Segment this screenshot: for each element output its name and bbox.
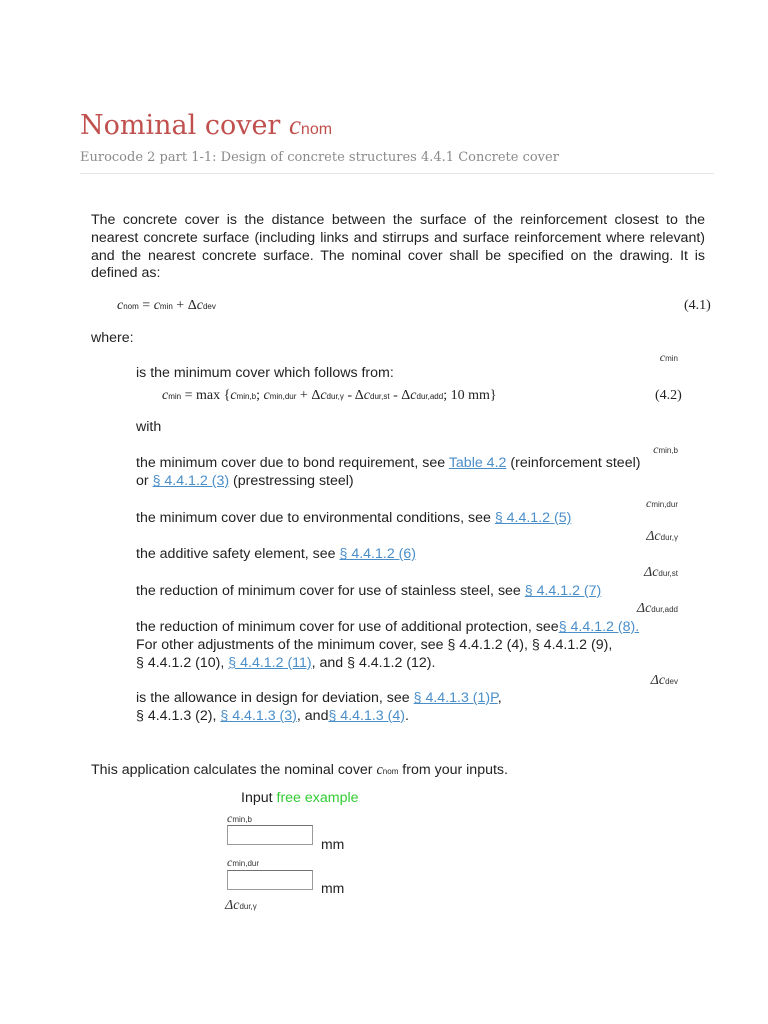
- delta-cdur-gamma-symbol: Δcdur,γ: [646, 529, 678, 544]
- equation-number-4-2: (4.2): [655, 388, 682, 403]
- page-title-text: Nominal cover: [80, 110, 281, 141]
- free-example-link[interactable]: free example: [276, 790, 359, 806]
- cminb-unit: mm: [321, 836, 345, 852]
- input-cdur-gamma-label: Δcdur,γ: [225, 898, 257, 913]
- cmindur-definition: the minimum cover due to environmental conditions, see § 4.4.1.2 (5): [136, 510, 572, 526]
- cmindur-input[interactable]: [227, 870, 313, 890]
- cminb-definition: the minimum cover due to bond requirement, see Table 4.2 (reinforcement steel) or § 4.4.1.2 (3) (prestressing steel): [136, 455, 641, 489]
- where-label: where:: [91, 330, 134, 346]
- cdev-definition: is the allowance in design for deviation, see § 4.4.1.3 (1)P, § 4.4.1.3 (2), § 4.4.1.3 (3), and§ 4.4.1.3 (4).: [136, 690, 502, 724]
- equation-4-2: cmin = max {cmin,b; cmin,dur + Δcdur,γ - Δcdur,st - Δcdur,add; 10 mm}: [162, 388, 497, 403]
- app-description: This application calculates the nominal cover cnom from your inputs.: [91, 762, 508, 778]
- link-4-4-1-3-4[interactable]: § 4.4.1.3 (4): [328, 707, 405, 724]
- cminb-input[interactable]: [227, 825, 313, 845]
- cmin-definition: is the minimum cover which follows from:: [136, 365, 394, 381]
- delta-cdur-add-symbol: Δcdur,add: [636, 601, 678, 616]
- intro-paragraph: The concrete cover is the distance between the surface of the reinforcement closest to the nearest concrete surface (including links and stirrups and surface reinforcement where relevant) and the nearest concrete surface. The nominal cover shall be specified on the drawing. It is defined as:: [91, 212, 705, 282]
- delta-cdev-symbol: Δcdev: [650, 673, 678, 688]
- link-4-4-1-2-7[interactable]: § 4.4.1.2 (7): [524, 583, 602, 599]
- with-label: with: [136, 419, 162, 435]
- cdur-st-definition: the reduction of minimum cover for use of stainless steel, see § 4.4.1.2 (7): [136, 583, 602, 599]
- cdur-add-definition: the reduction of minimum cover for use of additional protection, see§ 4.4.1.2 (8). For other adjustments of the minimum cover, see § 4.4.1.2 (4), § 4.4.1.2 (9), § 4.4.1.2 (10), § 4.4.1.2 (11), and § 4.4.1.2 (12).: [136, 619, 640, 671]
- cmin-symbol: cmin: [659, 350, 678, 364]
- link-4-4-1-3-1p[interactable]: § 4.4.1.3 (1)P: [413, 690, 498, 706]
- input-cminb-label: cmin,b: [227, 811, 252, 825]
- delta-cdur-st-symbol: Δcdur,st: [643, 565, 678, 580]
- breadcrumb: Eurocode 2 part 1-1: Design of concrete structures 4.4.1 Concrete cover: [80, 150, 559, 165]
- cmindur-unit: mm: [321, 880, 345, 896]
- link-4-4-1-2-5[interactable]: § 4.4.1.2 (5): [494, 510, 572, 526]
- title-subscript: nom: [300, 121, 333, 138]
- divider: [80, 173, 714, 174]
- link-4-4-1-2-3[interactable]: § 4.4.1.2 (3): [152, 472, 230, 489]
- link-4-4-1-2-6[interactable]: § 4.4.1.2 (6): [339, 546, 416, 562]
- link-table-4-2[interactable]: Table 4.2: [448, 455, 507, 471]
- link-4-4-1-2-11[interactable]: § 4.4.1.2 (11): [228, 654, 312, 671]
- link-4-4-1-2-8[interactable]: § 4.4.1.2 (8).: [558, 619, 640, 635]
- cminb-symbol: cmin,b: [653, 442, 678, 456]
- input-cmindur-label: cmin,dur: [227, 855, 260, 869]
- link-4-4-1-3-3[interactable]: § 4.4.1.3 (3): [220, 707, 297, 724]
- cmindur-symbol: cmin,dur: [645, 496, 678, 510]
- title-symbol: c: [288, 110, 301, 140]
- cdur-gamma-definition: the additive safety element, see § 4.4.1.2 (6): [136, 546, 416, 562]
- input-heading: Input free example: [241, 790, 359, 806]
- equation-4-1: cnom = cmin + Δcdev: [117, 298, 216, 313]
- page-title: [80, 110, 332, 141]
- equation-number-4-1: (4.1): [684, 298, 711, 313]
